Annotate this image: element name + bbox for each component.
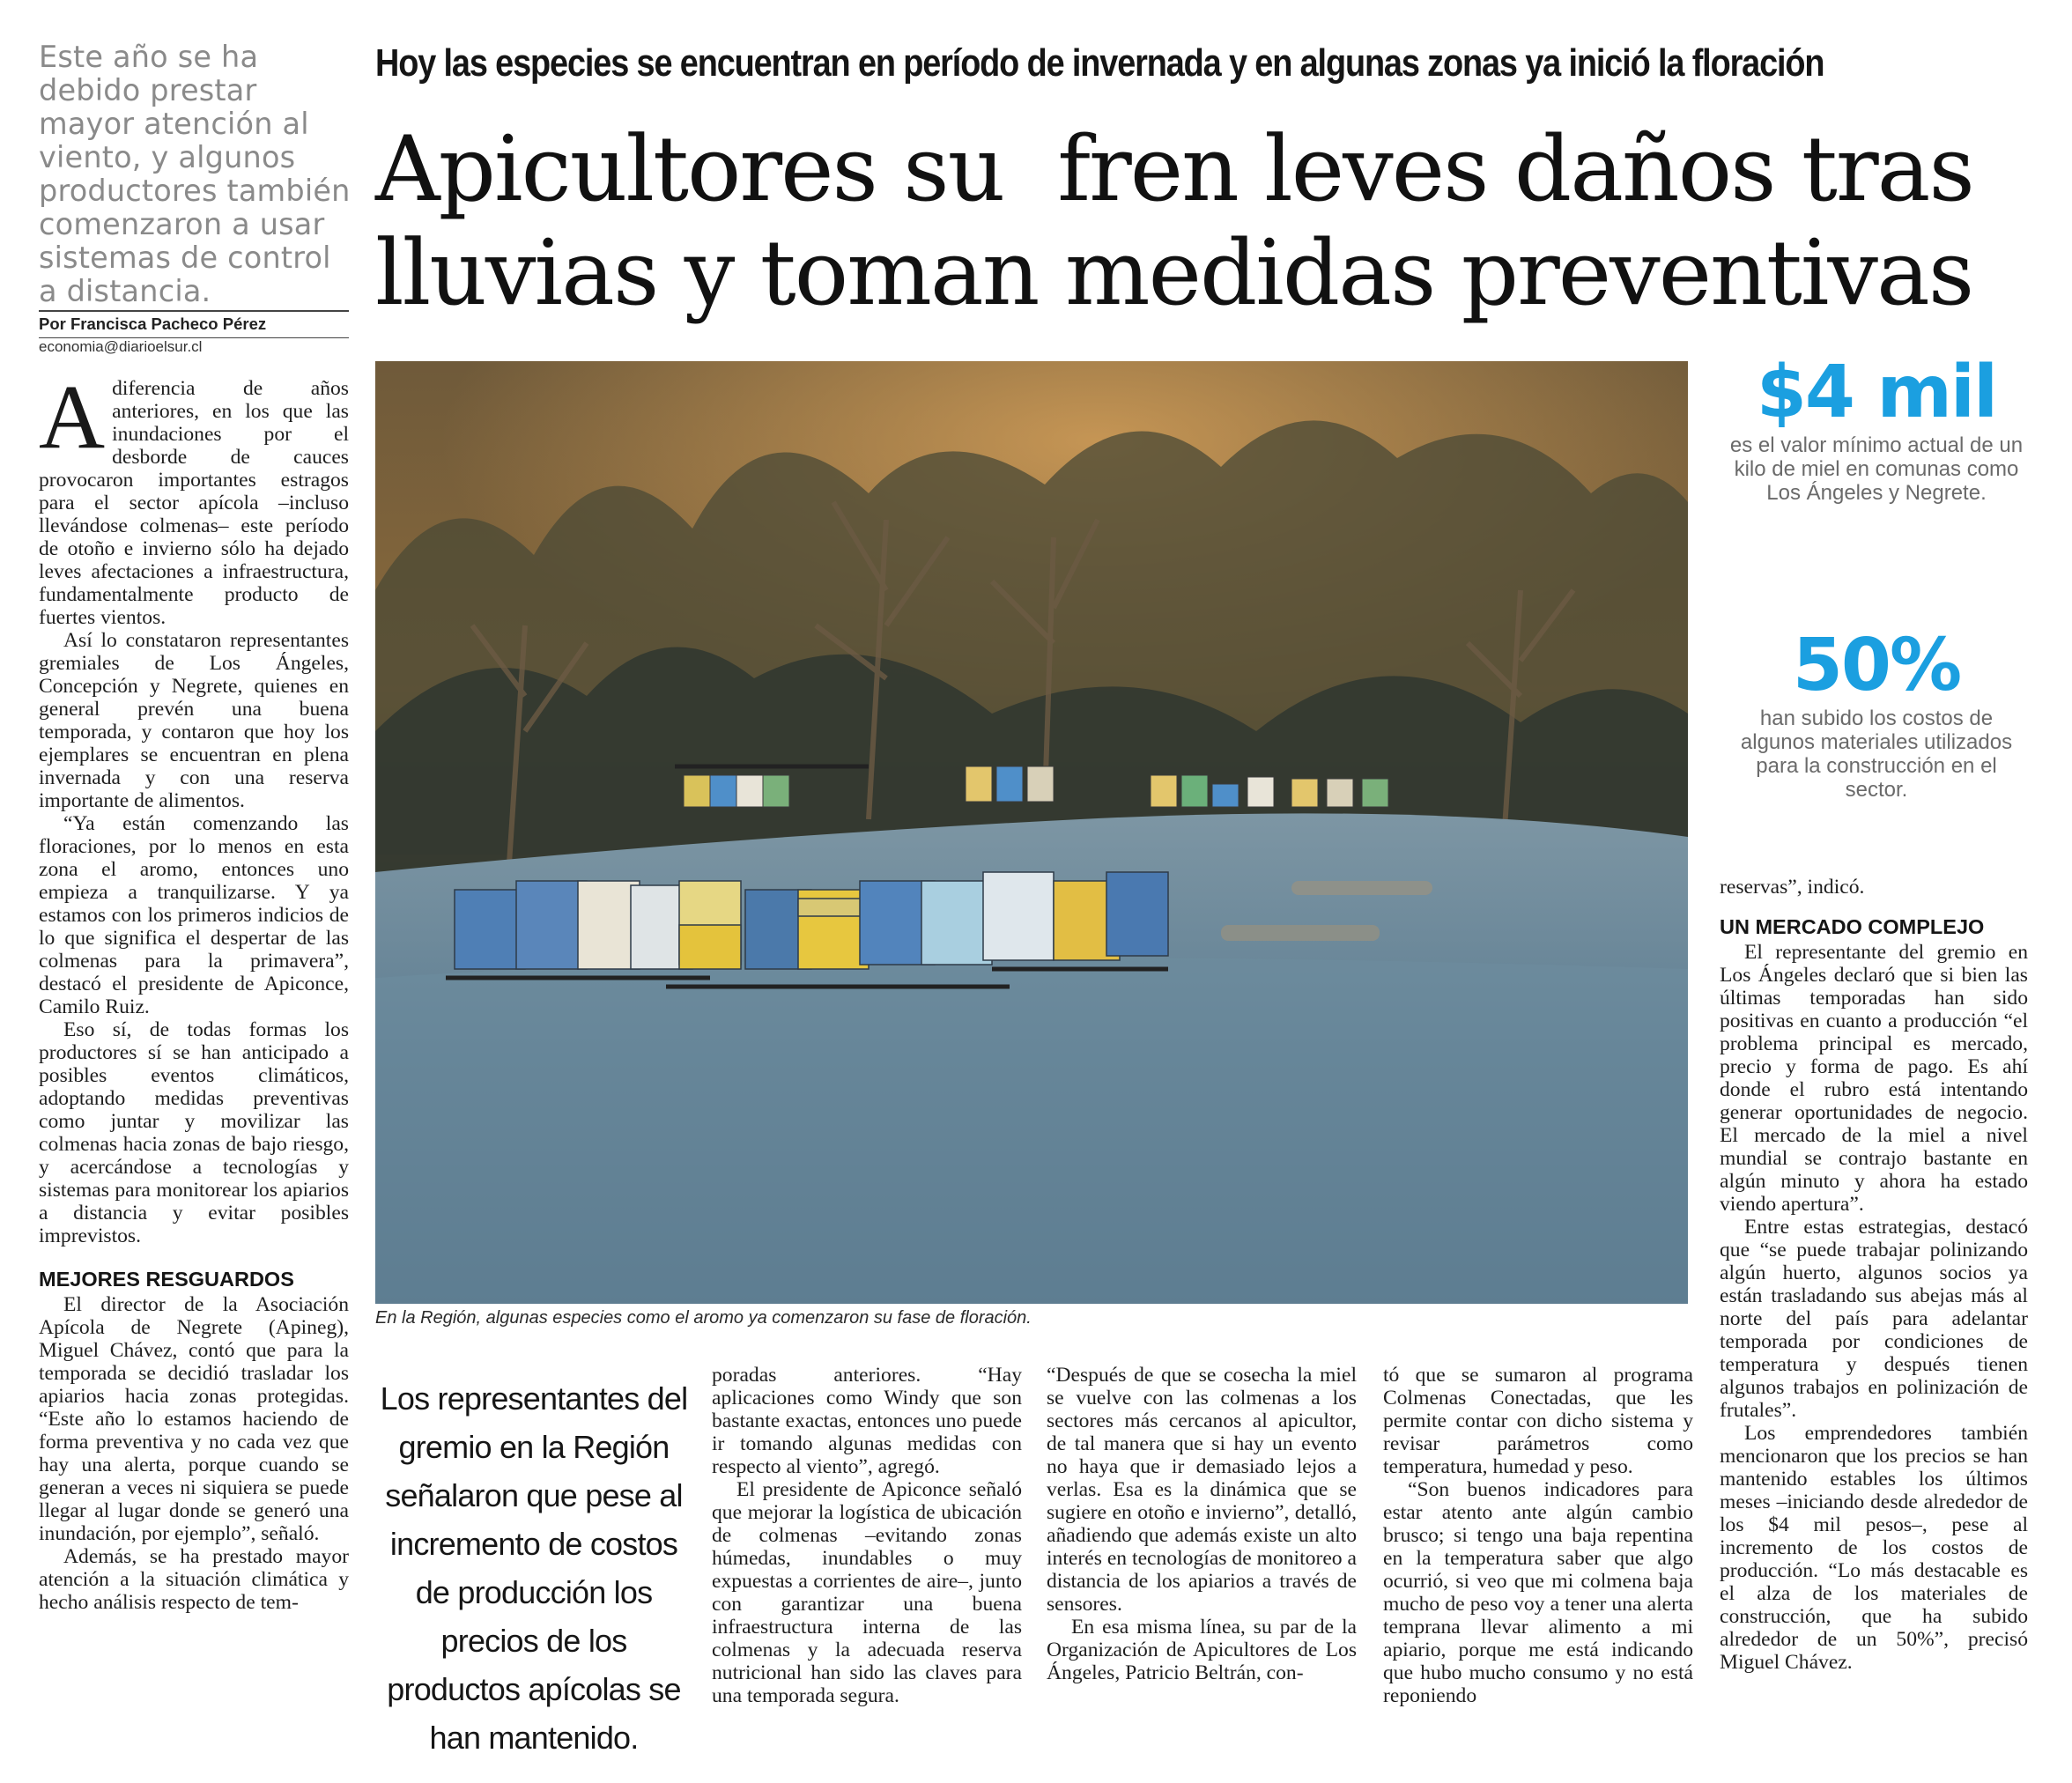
- body-paragraph: Además, se ha prestado mayor atención a la situación climática y hecho análisis respecto de tem-: [39, 1545, 349, 1614]
- subhead-mejores-resguardos: MEJORES RESGUARDOS: [39, 1268, 294, 1291]
- main-headline: [375, 118, 2049, 326]
- body-paragraph: El director de la Asociación Apícola de Negrete (Apineg), Miguel Chávez, contó que para la temporada se decidió trasladar los apiarios hacia zonas protegidas. “Este año lo estamos haciendo de forma preventiva y no cada vez que hay una alerta, porque cuando se generan a veces ni siquiera se puede llegar al lugar donde se generó una inundación, por ejemplo”, señaló.: [39, 1293, 349, 1545]
- body-column-5: [1383, 1364, 1693, 1707]
- headline-line-1: Apicultores su fren leves daños tras: [375, 117, 1973, 222]
- body-paragraph: Los emprendedores también mencionaron que los precios se han mantenido estables los últimos meses –iniciando desde alrededor de los $4 mil pesos–, pese al incremento de los costos de producción. “Lo más destacable es el alza de los materiales de construcción, que ha subido alrededor de un 50%”, precisó Miguel Chávez.: [1720, 1422, 2028, 1674]
- body-column-3: [712, 1364, 1022, 1707]
- kicker-headline: Hoy las especies se encuentran en período de invernada y en algunas zonas ya inició la floración: [375, 41, 1824, 85]
- body-paragraph: “Son buenos indicadores para estar atento ante algún cambio brusco; si tengo una baja repentina en la temperatura saber que algo ocurrió, si veo que mi colmena baja mucho de peso voy a tener una alerta temprana llevar alimento a mi apiario, porque me está indicando que hubo mucho consumo y no está reponiendo: [1383, 1478, 1693, 1707]
- stat-block-percent: [1727, 625, 2026, 802]
- stat-description: han subido los costos de algunos materiales utilizados para la construcción en el sector.: [1740, 707, 2013, 802]
- author-email[interactable]: economia@diarioelsur.cl: [39, 338, 203, 355]
- body-paragraph: Eso sí, de todas formas los productores sí se han anticipado a posibles eventos climáticos, adoptando medidas preventivas como juntar y movilizar las colmenas hacia zonas de bajo riesgo, y acercándose a tecnologías y sistemas para monitorear los apiarios a distancia y evitar posibles imprevistos.: [39, 1018, 349, 1247]
- body-column-6: [1720, 876, 2028, 1674]
- body-paragraph: Entre estas estrategias, destacó que “se puede trabajar polinizando algún huerto, algunos socios ya están trasladando sus abejas más al norte del país para adelantar temporada por condiciones de temperatura y después tienen algunos trabajos en polinización de frutales”.: [1720, 1216, 2028, 1422]
- subhead-un-mercado-complejo: UN MERCADO COMPLEJO: [1720, 915, 1985, 938]
- body-column-4: [1047, 1364, 1357, 1684]
- apiary-photo: [375, 361, 1688, 1304]
- drop-cap: A: [39, 366, 106, 468]
- headline-line-2: lluvias y toman medidas preventivas: [375, 221, 1973, 326]
- body-paragraph: En esa misma línea, su par de la Organización de Apicultores de Los Ángeles, Patricio Beltrán, con-: [1047, 1616, 1357, 1684]
- stat-block-price: [1727, 352, 2026, 505]
- top-pull-quote: Este año se ha debido prestar mayor atención al viento, y algunos productores también comenzaron a usar sistemas de control a distancia.: [39, 40, 351, 308]
- body-paragraph: El representante del gremio en Los Ángeles declaró que si bien las últimas temporadas han sido positivas en cuanto a producción “el problema principal es mercado, precio y forma de pago. Es ahí donde el rubro está intentando generar oportunidades de negocio. El mercado de la miel a nivel mundial se contrajo bastante en algún minuto y ahora ha estado viendo apertura”.: [1720, 941, 2028, 1216]
- stat-description: es el valor mínimo actual de un kilo de miel en comunas como Los Ángeles y Negrete.: [1729, 433, 2024, 505]
- body-paragraph: “Ya están comenzando las floraciones, por lo menos en esta zona el aromo, entonces uno empieza a tranquilizarse. Y ya estamos con los primeros indicios de lo que significa el despertar de las colmenas para la primavera”, destacó el presidente de Apiconce, Camilo Ruiz.: [39, 812, 349, 1018]
- body-paragraph: Así lo constataron representantes gremiales de Los Ángeles, Concepción y Negrete, quienes en general prevén una buena temporada, y contaron que hoy los ejemplares se encuentran en plena invernada y con una reserva importante de alimentos.: [39, 629, 349, 812]
- stat-value: 50%: [1792, 624, 1961, 707]
- center-pull-quote: Los representantes del gremio en la Región señalaron que pese al incremento de costos de producción los precios de los productos apícolas se han mantenido.: [380, 1380, 688, 1756]
- photo-caption: En la Región, algunas especies como el aromo ya comenzaron su fase de floración.: [375, 1308, 1032, 1328]
- body-paragraph: poradas anteriores. “Hay aplicaciones como Windy que son bastante exactas, entonces uno puede ir tomando algunas medidas con respecto al viento”, agregó.: [712, 1364, 1022, 1478]
- body-paragraph: “Después de que se cosecha la miel se vuelve con las colmenas a los sectores más cercanos al apicultor, de tal manera que si hay un evento no haya que ir demasiado lejos a verlas. Esa es la dinámica que se sugiere en otoño e invierno”, detalló, añadiendo que además existe un alto interés en tecnologías de monitoreo a distancia de los apiarios a través de sensores.: [1047, 1364, 1357, 1616]
- body-paragraph: reservas”, indicó.: [1720, 876, 1865, 899]
- lead-paragraph: Adiferencia de años anteriores, en los que las inundaciones por el desborde de cauces provocaron importantes estragos para el sector apícola –incluso llevándose colmenas– este período de otoño e invierno sólo ha dejado leves afectaciones a infraestructura, fundamentalmente producto de fuertes vientos.: [39, 366, 349, 629]
- stat-value: $4 mil: [1756, 351, 1997, 434]
- byline: Por Francisca Pacheco Pérez: [39, 310, 349, 338]
- body-paragraph: tó que se sumaron al programa Colmenas Conectadas, que les permite contar con dicho sistema y revisar parámetros como temperatura, humedad y peso.: [1383, 1364, 1693, 1478]
- body-paragraph: El presidente de Apiconce señaló que mejorar la logística de ubicación de colmenas –evitando zonas húmedas, inundables o muy expuestas a corrientes de aire–, junto con garantizar una buena infraestructura interna de las colmenas y la adecuada reserva nutricional han sido las claves para una temporada segura.: [712, 1478, 1022, 1707]
- body-column-1: [39, 366, 349, 1614]
